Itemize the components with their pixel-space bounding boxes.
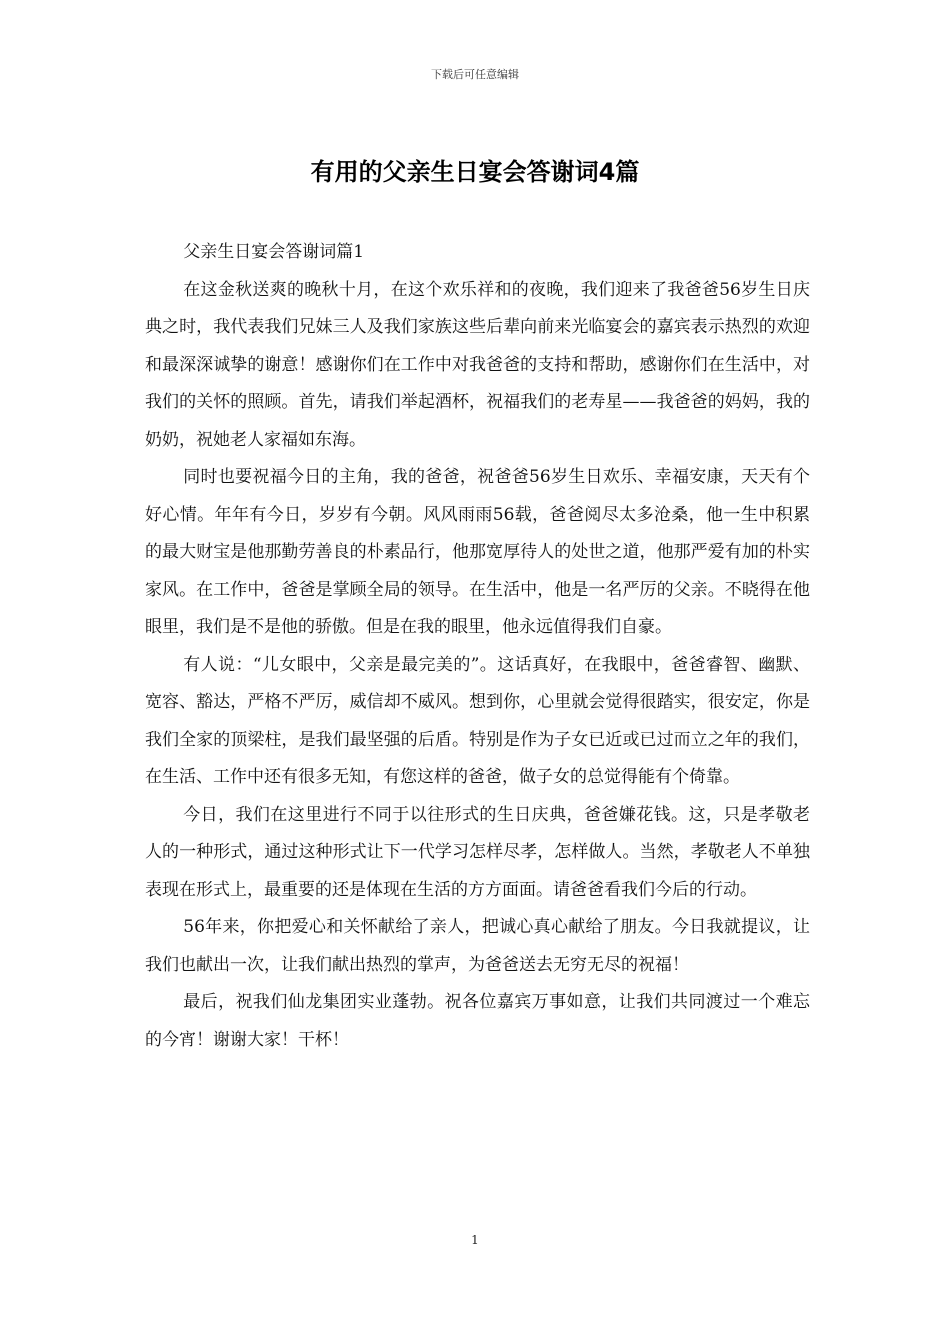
paragraph: 有人说：“儿女眼中，父亲是最完美的”。这话真好，在我眼中，爸爸睿智、幽默、宽容、豁达，严格不严厉，威信却不威风。想到你，心里就会觉得很踏实，很安定，你是我们全家的顶梁柱，是我们最坚强的后盾。特别是作为子女已近或已过而立之年的我们，在生活、工作中还有很多无知，有您这样的爸爸，做子女的总觉得能有个倚靠。 <box>145 654 810 787</box>
section-heading: 父亲生日宴会答谢词篇1 <box>183 242 365 262</box>
page-number: 1 <box>471 1233 479 1247</box>
document-title: 有用的父亲生日宴会答谢词4篇 <box>310 158 640 186</box>
document-body <box>145 234 810 1059</box>
header-note: 下载后可任意编辑 <box>431 68 519 81</box>
paragraph: 在这金秋送爽的晚秋十月，在这个欢乐祥和的夜晚，我们迎来了我爸爸56岁生日庆典之时，我代表我们兄妹三人及我们家族这些后辈向前来光临宴会的嘉宾表示热烈的欢迎和最深深诚挚的谢意！感谢你们在工作中对我爸爸的支持和帮助，感谢你们在生活中，对我们的关怀的照顾。首先，请我们举起酒杯，祝福我们的老寿星——我爸爸的妈妈，我的奶奶，祝她老人家福如东海。 <box>145 279 810 450</box>
paragraph: 今日，我们在这里进行不同于以往形式的生日庆典，爸爸嫌花钱。这，只是孝敬老人的一种形式，通过这种形式让下一代学习怎样尽孝，怎样做人。当然，孝敬老人不单独表现在形式上，最重要的还是体现在生活的方方面面。请爸爸看我们今后的行动。 <box>145 804 810 900</box>
paragraph: 同时也要祝福今日的主角，我的爸爸，祝爸爸56岁生日欢乐、幸福安康，天天有个好心情。年年有今日，岁岁有今朝。风风雨雨56载，爸爸阅尽太多沧桑，他一生中积累的最大财宝是他那勤劳善良的朴素品行，他那宽厚待人的处世之道，他那严爱有加的朴实家风。在工作中，爸爸是掌顾全局的领导。在生活中，他是一名严厉的父亲。不晓得在他眼里，我们是不是他的骄傲。但是在我的眼里，他永远值得我们自豪。 <box>145 467 810 637</box>
paragraph: 最后，祝我们仙龙集团实业蓬勃。祝各位嘉宾万事如意，让我们共同渡过一个难忘的今宵！谢谢大家！干杯！ <box>145 992 810 1050</box>
paragraph: 56年来，你把爱心和关怀献给了亲人，把诚心真心献给了朋友。今日我就提议，让我们也献出一次，让我们献出热烈的掌声，为爸爸送去无穷无尽的祝福！ <box>145 917 810 975</box>
